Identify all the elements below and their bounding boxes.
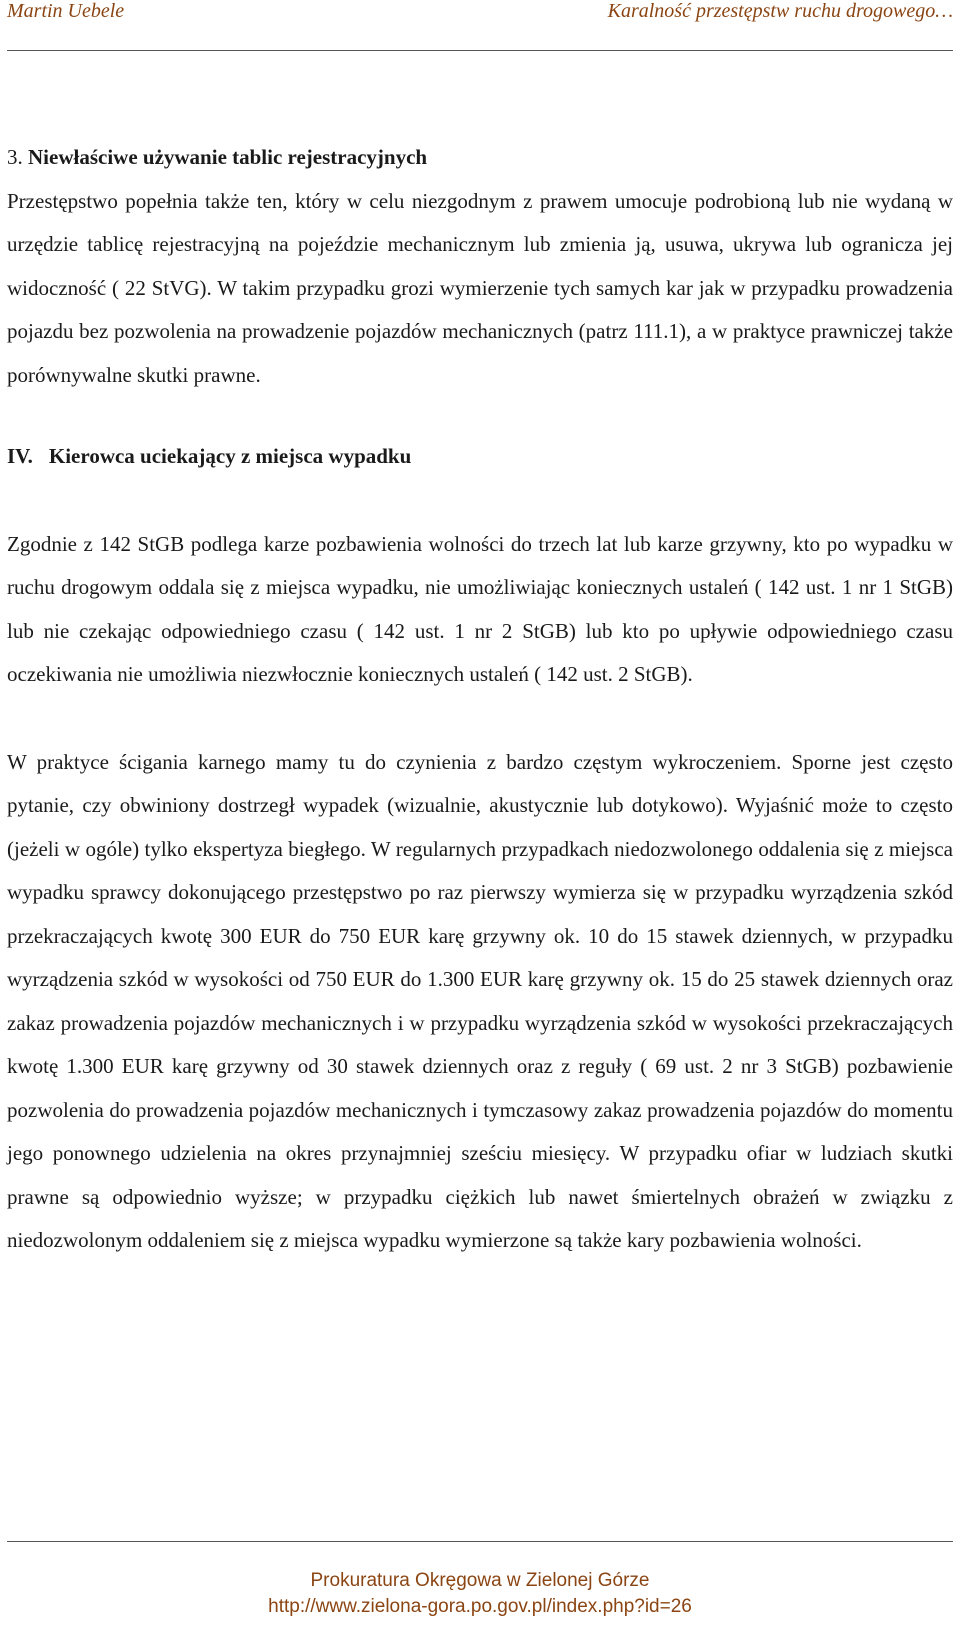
document-body <box>7 136 953 1263</box>
footer-institution: Prokuratura Okręgowa w Zielonej Górze <box>310 1570 650 1591</box>
section-4-number: IV. <box>7 444 33 468</box>
section-4-heading <box>7 435 953 479</box>
header-divider <box>7 50 953 51</box>
header-author: Martin Uebele <box>7 0 125 22</box>
section-3-paragraph: Przestępstwo popełnia także ten, który w celu niezgodnym z prawem umocuje podrobioną lub nie wydaną w urzędzie tablicę rejestracyjną na pojeździe mechanicznym lub zmienia ją, usuwa, ukrywa lub ogranicza jej widoczność ( 22 StVG). W takim przypadku grozi wymierzenie tych samych kar jak w przypadku prowadzenia pojazdu bez pozwolenia na prowadzenie pojazdów mechanicznych (patrz 111.1), a w praktyce prawniczej także porównywalne skutki prawne. <box>7 188 953 387</box>
section-4-paragraph-2: W praktyce ścigania karnego mamy tu do czynienia z bardzo częstym wykroczeniem. Sporne jest często pytanie, czy obwiniony dostrzegł wypadek (wizualnie, akustycznie lub dotykowo). Wyjaśnić może to często (jeżeli w ogóle) tylko ekspertyza biegłego. W regularnych przypadkach niedozwolonego oddalenia się z miejsca wypadku sprawcy dokonującego przestępstwo po raz pierwszy wymierza się w przypadku wyrządzenia szkód przekraczających kwotę 300 EUR do 750 EUR karę grzywny ok. 10 do 15 stawek dziennych, w przypadku wyrządzenia szkód w wysokości od 750 EUR do 1.300 EUR karę grzywny ok. 15 do 25 stawek dziennych oraz zakaz prowadzenia pojazdów mechanicznych i w przypadku wyrządzenia szkód w wysokości przekraczających kwotę 1.300 EUR karę grzywny od 30 stawek dziennych oraz z reguły ( 69 ust. 2 nr 3 StGB) pozbawienie pozwolenia do prowadzenia pojazdów mechanicznych i tymczasowy zakaz prowadzenia pojazdów do momentu jego ponownego udzielenia na okres przynajmniej sześciu miesięcy. W przypadku ofiar w ludziach skutki prawne są odpowiednio wyższe; w przypadku ciężkich lub nawet śmiertelnych obrażeń w związku z niedozwolonym oddaleniem się z miejsca wypadku wymierzone są także kary pozbawienia wolności. <box>7 749 953 1252</box>
page-header <box>7 0 953 28</box>
footer-divider <box>7 1541 953 1542</box>
section-3-number: 3. <box>7 145 23 169</box>
section-4-title: Kierowca uciekający z miejsca wypadku <box>48 444 412 468</box>
footer-url[interactable]: http://www.zielona-gora.po.gov.pl/index.php?id=26 <box>268 1596 692 1617</box>
section-4-paragraph-1: Zgodnie z 142 StGB podlega karze pozbawienia wolności do trzech lat lub karze grzywny, kto po wypadku w ruchu drogowym oddala się z miejsca wypadku, nie umożliwiając koniecznych ustaleń ( 142 ust. 1 nr 1 StGB) lub nie czekając odpowiedniego czasu ( 142 ust. 1 nr 2 StGB) lub kto po upływie odpowiedniego czasu oczekiwania nie umożliwia niezwłocznie koniecznych ustaleń ( 142 ust. 2 StGB). <box>7 531 953 686</box>
page-footer <box>0 1568 960 1620</box>
section-3-title: Niewłaściwe używanie tablic rejestracyjnych <box>28 145 428 169</box>
header-title: Karalność przestępstw ruchu drogowego… <box>607 0 953 22</box>
section-3-heading <box>7 136 953 180</box>
